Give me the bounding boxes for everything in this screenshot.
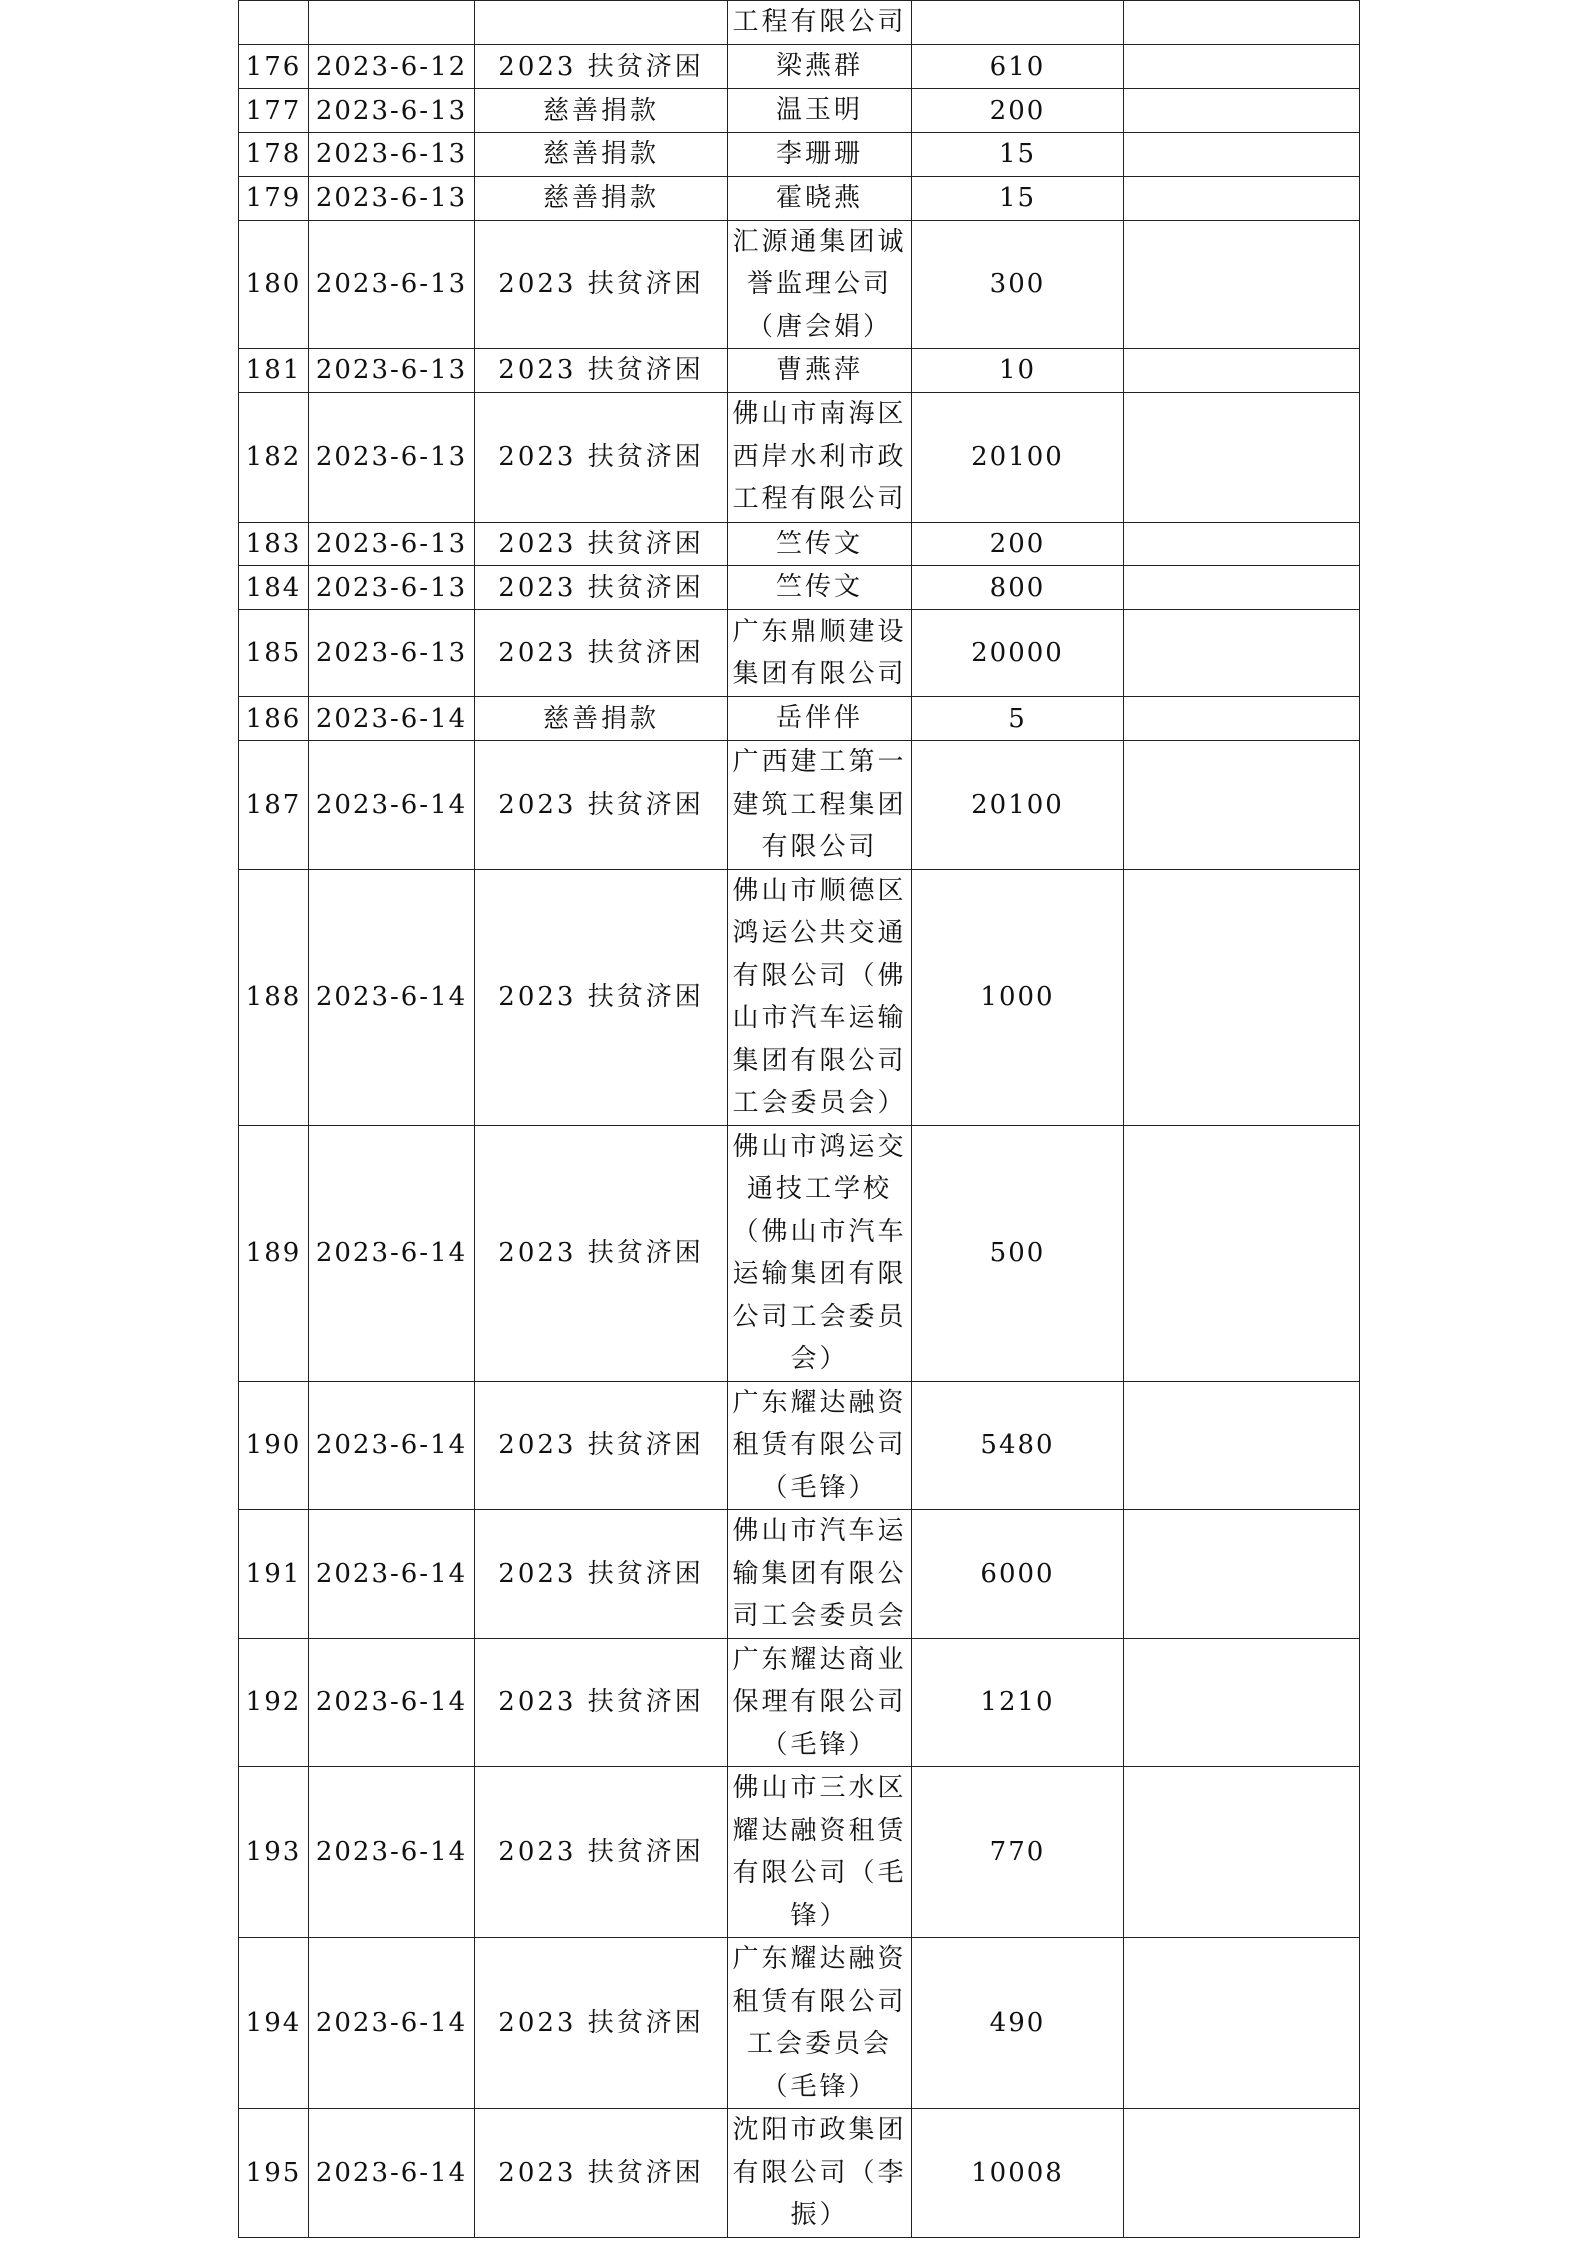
cell-purpose: 2023 扶贫济困 xyxy=(475,2109,728,2238)
cell-no: 181 xyxy=(239,349,309,393)
table-row xyxy=(239,392,1360,522)
cell-purpose: 2023 扶贫济困 xyxy=(475,392,728,522)
cell-date: 2023-6-14 xyxy=(309,1125,475,1381)
cell-remark xyxy=(1124,1638,1360,1767)
cell-date: 2023-6-12 xyxy=(309,45,475,89)
cell-remark xyxy=(1124,220,1360,349)
cell-donor: 佛山市三水区耀达融资租赁有限公司（毛锋） xyxy=(728,1767,912,1938)
cell-remark xyxy=(1124,2109,1360,2238)
table-row xyxy=(239,1638,1360,1767)
table-row xyxy=(239,522,1360,566)
cell-date xyxy=(309,1,475,45)
cell-remark xyxy=(1124,869,1360,1125)
cell-amount: 20100 xyxy=(912,392,1124,522)
table-row xyxy=(239,349,1360,393)
cell-donor: 工程有限公司 xyxy=(728,1,912,45)
cell-donor: 温玉明 xyxy=(728,89,912,133)
cell-remark xyxy=(1124,133,1360,177)
cell-purpose: 2023 扶贫济困 xyxy=(475,1381,728,1510)
cell-no: 190 xyxy=(239,1381,309,1510)
cell-purpose: 2023 扶贫济困 xyxy=(475,349,728,393)
cell-remark xyxy=(1124,1767,1360,1938)
table-row xyxy=(239,45,1360,89)
cell-donor: 广东耀达融资租赁有限公司（毛锋） xyxy=(728,1381,912,1510)
cell-date: 2023-6-14 xyxy=(309,1938,475,2109)
cell-remark xyxy=(1124,89,1360,133)
cell-date: 2023-6-13 xyxy=(309,522,475,566)
cell-remark xyxy=(1124,1381,1360,1510)
cell-date: 2023-6-13 xyxy=(309,89,475,133)
cell-remark xyxy=(1124,349,1360,393)
table-row xyxy=(239,1510,1360,1639)
cell-purpose: 慈善捐款 xyxy=(475,133,728,177)
cell-purpose: 慈善捐款 xyxy=(475,176,728,220)
cell-date: 2023-6-14 xyxy=(309,1381,475,1510)
cell-donor: 霍晓燕 xyxy=(728,176,912,220)
table-row xyxy=(239,220,1360,349)
cell-no: 195 xyxy=(239,2109,309,2238)
cell-no: 194 xyxy=(239,1938,309,2109)
cell-remark xyxy=(1124,45,1360,89)
cell-date: 2023-6-14 xyxy=(309,1767,475,1938)
cell-no: 184 xyxy=(239,566,309,610)
cell-purpose: 2023 扶贫济困 xyxy=(475,566,728,610)
cell-amount: 800 xyxy=(912,566,1124,610)
cell-no: 192 xyxy=(239,1638,309,1767)
table-row-continuation xyxy=(239,1,1360,45)
cell-no: 185 xyxy=(239,610,309,697)
cell-date: 2023-6-13 xyxy=(309,176,475,220)
table-row xyxy=(239,697,1360,741)
cell-date: 2023-6-13 xyxy=(309,610,475,697)
cell-donor: 广东耀达融资租赁有限公司工会委员会（毛锋） xyxy=(728,1938,912,2109)
cell-amount: 500 xyxy=(912,1125,1124,1381)
cell-purpose: 2023 扶贫济困 xyxy=(475,1938,728,2109)
cell-amount: 5480 xyxy=(912,1381,1124,1510)
cell-donor: 沈阳市政集团有限公司（李振） xyxy=(728,2109,912,2238)
cell-no: 177 xyxy=(239,89,309,133)
cell-donor: 广东鼎顺建设集团有限公司 xyxy=(728,610,912,697)
cell-date: 2023-6-13 xyxy=(309,349,475,393)
cell-amount: 490 xyxy=(912,1938,1124,2109)
table-row xyxy=(239,89,1360,133)
cell-amount: 20000 xyxy=(912,610,1124,697)
cell-remark xyxy=(1124,697,1360,741)
table-row xyxy=(239,566,1360,610)
cell-purpose: 2023 扶贫济困 xyxy=(475,220,728,349)
cell-donor: 佛山市顺德区鸿运公共交通有限公司（佛山市汽车运输集团有限公司工会委员会） xyxy=(728,869,912,1125)
cell-donor: 竺传文 xyxy=(728,522,912,566)
cell-purpose: 2023 扶贫济困 xyxy=(475,741,728,870)
cell-remark xyxy=(1124,392,1360,522)
cell-amount xyxy=(912,1,1124,45)
cell-no: 189 xyxy=(239,1125,309,1381)
cell-remark xyxy=(1124,566,1360,610)
cell-amount: 200 xyxy=(912,522,1124,566)
table-row xyxy=(239,610,1360,697)
cell-no: 179 xyxy=(239,176,309,220)
donation-table xyxy=(238,0,1360,2238)
cell-date: 2023-6-14 xyxy=(309,697,475,741)
cell-date: 2023-6-13 xyxy=(309,220,475,349)
cell-date: 2023-6-13 xyxy=(309,392,475,522)
cell-amount: 5 xyxy=(912,697,1124,741)
cell-donor: 岳伴伴 xyxy=(728,697,912,741)
table-row xyxy=(239,1125,1360,1381)
cell-purpose: 2023 扶贫济困 xyxy=(475,522,728,566)
cell-amount: 1210 xyxy=(912,1638,1124,1767)
cell-donor: 曹燕萍 xyxy=(728,349,912,393)
cell-no: 178 xyxy=(239,133,309,177)
cell-donor: 李珊珊 xyxy=(728,133,912,177)
cell-no: 176 xyxy=(239,45,309,89)
cell-donor: 竺传文 xyxy=(728,566,912,610)
cell-donor: 梁燕群 xyxy=(728,45,912,89)
cell-purpose: 2023 扶贫济困 xyxy=(475,610,728,697)
cell-amount: 200 xyxy=(912,89,1124,133)
cell-donor: 佛山市汽车运输集团有限公司工会委员会 xyxy=(728,1510,912,1639)
cell-purpose: 2023 扶贫济困 xyxy=(475,1767,728,1938)
cell-no: 188 xyxy=(239,869,309,1125)
cell-remark xyxy=(1124,1,1360,45)
cell-no: 193 xyxy=(239,1767,309,1938)
cell-purpose: 2023 扶贫济困 xyxy=(475,1510,728,1639)
cell-donor: 广西建工第一建筑工程集团有限公司 xyxy=(728,741,912,870)
cell-donor: 汇源通集团诚誉监理公司（唐会娟） xyxy=(728,220,912,349)
cell-donor: 佛山市南海区西岸水利市政工程有限公司 xyxy=(728,392,912,522)
cell-remark xyxy=(1124,1510,1360,1639)
cell-amount: 6000 xyxy=(912,1510,1124,1639)
cell-purpose: 2023 扶贫济困 xyxy=(475,1125,728,1381)
cell-date: 2023-6-14 xyxy=(309,1638,475,1767)
cell-amount: 15 xyxy=(912,176,1124,220)
cell-date: 2023-6-14 xyxy=(309,2109,475,2238)
cell-amount: 10008 xyxy=(912,2109,1124,2238)
cell-donor: 广东耀达商业保理有限公司（毛锋） xyxy=(728,1638,912,1767)
table-row xyxy=(239,2109,1360,2238)
cell-purpose: 2023 扶贫济困 xyxy=(475,1638,728,1767)
cell-no: 187 xyxy=(239,741,309,870)
cell-amount: 300 xyxy=(912,220,1124,349)
cell-date: 2023-6-14 xyxy=(309,1510,475,1639)
cell-purpose: 慈善捐款 xyxy=(475,89,728,133)
cell-remark xyxy=(1124,1125,1360,1381)
table-row xyxy=(239,176,1360,220)
cell-amount: 15 xyxy=(912,133,1124,177)
cell-amount: 1000 xyxy=(912,869,1124,1125)
cell-no: 180 xyxy=(239,220,309,349)
cell-remark xyxy=(1124,610,1360,697)
cell-remark xyxy=(1124,741,1360,870)
table-body xyxy=(239,1,1360,2238)
cell-amount: 770 xyxy=(912,1767,1124,1938)
cell-date: 2023-6-14 xyxy=(309,741,475,870)
table-row xyxy=(239,1767,1360,1938)
cell-date: 2023-6-13 xyxy=(309,133,475,177)
cell-no: 186 xyxy=(239,697,309,741)
cell-amount: 610 xyxy=(912,45,1124,89)
table-row xyxy=(239,1381,1360,1510)
cell-date: 2023-6-14 xyxy=(309,869,475,1125)
cell-date: 2023-6-13 xyxy=(309,566,475,610)
table-row xyxy=(239,869,1360,1125)
cell-no: 182 xyxy=(239,392,309,522)
cell-remark xyxy=(1124,522,1360,566)
cell-no: 183 xyxy=(239,522,309,566)
table-row xyxy=(239,1938,1360,2109)
cell-remark xyxy=(1124,1938,1360,2109)
cell-no: 191 xyxy=(239,1510,309,1639)
cell-purpose: 2023 扶贫济困 xyxy=(475,45,728,89)
table-row xyxy=(239,133,1360,177)
cell-no xyxy=(239,1,309,45)
cell-purpose xyxy=(475,1,728,45)
table-row xyxy=(239,741,1360,870)
cell-donor: 佛山市鸿运交通技工学校（佛山市汽车运输集团有限公司工会委员会） xyxy=(728,1125,912,1381)
cell-remark xyxy=(1124,176,1360,220)
cell-purpose: 2023 扶贫济困 xyxy=(475,869,728,1125)
cell-amount: 20100 xyxy=(912,741,1124,870)
cell-purpose: 慈善捐款 xyxy=(475,697,728,741)
cell-amount: 10 xyxy=(912,349,1124,393)
